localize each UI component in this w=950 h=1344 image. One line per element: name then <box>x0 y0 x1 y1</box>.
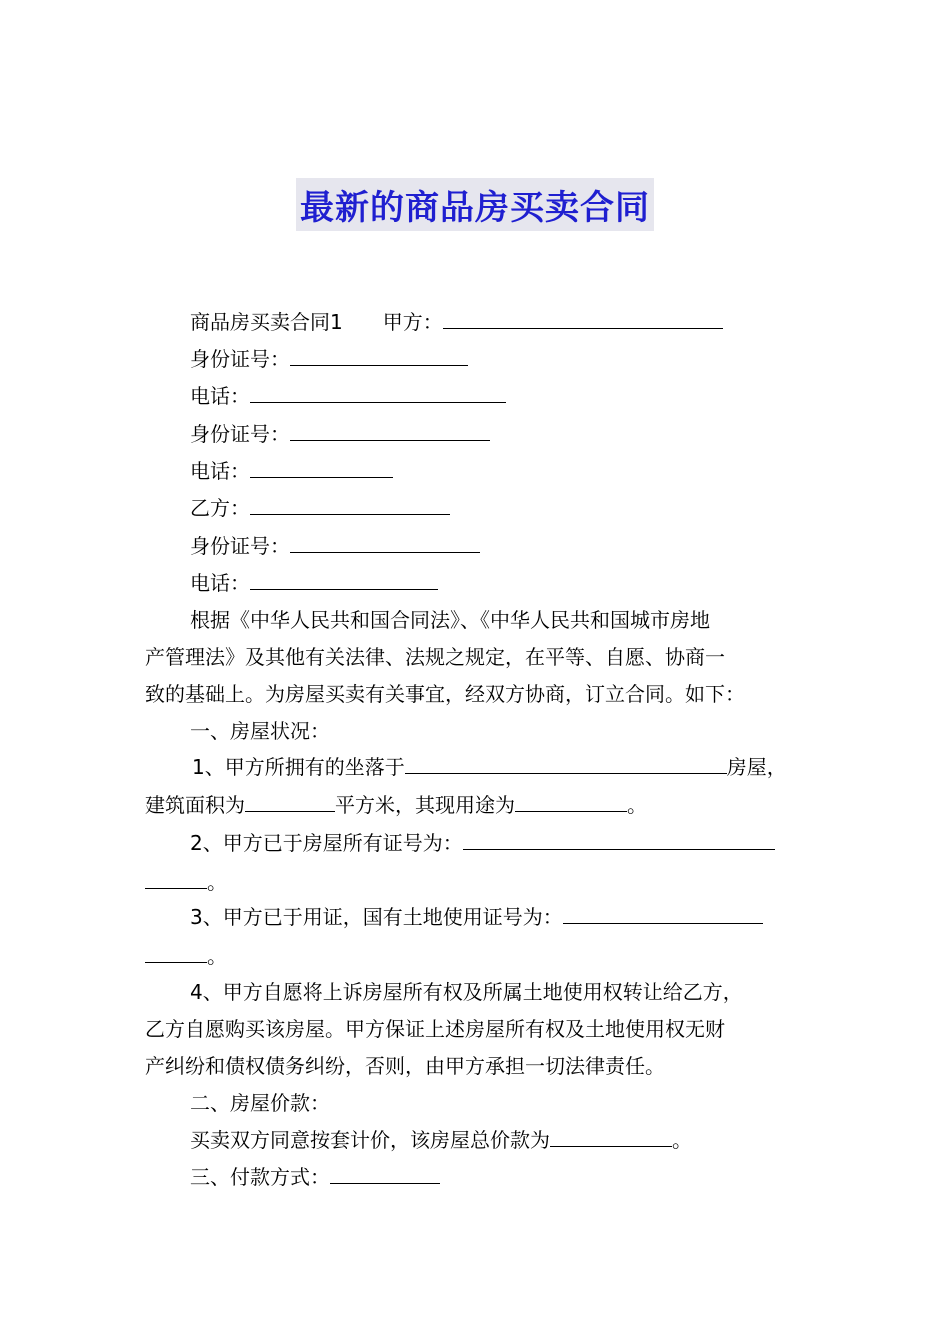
party-a-id-label: 身份证号： <box>190 347 290 371</box>
party-b-id-line <box>190 532 480 560</box>
title-wrapper <box>0 178 950 231</box>
extra-id-field[interactable] <box>290 420 490 441</box>
item-1-text-b: 房屋， <box>726 755 787 779</box>
document-title: 最新的商品房买卖合同 <box>296 178 654 231</box>
item-3-text: 3、甲方已于用证，国有土地使用证号为： <box>190 905 563 929</box>
party-b-name-field[interactable] <box>250 494 450 515</box>
section-2-end: 。 <box>672 1128 692 1152</box>
party-b-id-field[interactable] <box>290 532 480 553</box>
section-2-line <box>190 1126 692 1154</box>
item-3-line-2 <box>145 942 227 970</box>
extra-id-line <box>190 420 490 448</box>
extra-phone-field[interactable] <box>250 457 393 478</box>
ownership-cert-field-cont[interactable] <box>145 868 207 889</box>
item-1-text-c: 建筑面积为 <box>145 793 245 817</box>
land-cert-field[interactable] <box>563 903 763 924</box>
item-2-line-1 <box>190 829 775 857</box>
party-b-id-label: 身份证号： <box>190 534 290 558</box>
land-cert-field-cont[interactable] <box>145 942 207 963</box>
section-1-heading: 一、房屋状况： <box>190 719 330 743</box>
item-4-line-1: 4、甲方自愿将上诉房屋所有权及所属土地使用权转让给乙方， <box>190 980 743 1004</box>
party-b-phone-field[interactable] <box>250 569 438 590</box>
party-a-id-line <box>190 345 468 373</box>
item-4-line-3: 产纠纷和债权债务纠纷，否则，由甲方承担一切法律责任。 <box>145 1054 665 1078</box>
item-1-text-e: 。 <box>627 793 647 817</box>
extra-id-label: 身份证号： <box>190 422 290 446</box>
payment-method-field[interactable] <box>330 1163 440 1184</box>
contract-header-line <box>190 308 723 336</box>
party-a-phone-label: 电话： <box>190 384 250 408</box>
item-2-end: 。 <box>207 870 227 894</box>
section-2-heading: 二、房屋价款： <box>190 1091 330 1115</box>
item-2-text: 2、甲方已于房屋所有证号为： <box>190 831 463 855</box>
party-b-line <box>190 494 450 522</box>
item-3-line-1 <box>190 903 763 931</box>
party-a-label: 甲方： <box>382 310 443 334</box>
item-1-text-d: 平方米，其现用途为 <box>335 793 515 817</box>
floor-area-field[interactable] <box>245 791 335 812</box>
extra-phone-label: 电话： <box>190 459 250 483</box>
party-b-label: 乙方： <box>190 496 250 520</box>
ownership-cert-field[interactable] <box>463 829 775 850</box>
item-3-end: 。 <box>207 944 227 968</box>
house-location-field[interactable] <box>405 753 727 774</box>
preamble-line-2: 产管理法》及其他有关法律、法规之规定，在平等、自愿、协商一 <box>145 645 725 669</box>
preamble-line-3: 致的基础上。为房屋买卖有关事宜，经双方协商，订立合同。如下： <box>145 682 745 706</box>
item-4-line-2: 乙方自愿购买该房屋。甲方保证上述房屋所有权及土地使用权无财 <box>145 1017 725 1041</box>
item-2-line-2 <box>145 868 227 896</box>
section-3-line <box>190 1163 440 1191</box>
party-b-phone-label: 电话： <box>190 571 250 595</box>
party-a-id-field[interactable] <box>290 345 468 366</box>
item-1-line-2 <box>145 791 647 819</box>
section-2-text: 买卖双方同意按套计价，该房屋总价款为 <box>190 1128 550 1152</box>
preamble-line-1: 根据《中华人民共和国合同法》、《中华人民共和国城市房地 <box>190 608 710 632</box>
party-a-phone-line <box>190 382 506 410</box>
extra-phone-line <box>190 457 393 485</box>
party-b-phone-line <box>190 569 438 597</box>
current-use-field[interactable] <box>515 791 627 812</box>
contract-number: 商品房买卖合同1 <box>190 310 343 334</box>
party-a-phone-field[interactable] <box>250 382 506 403</box>
item-1-line-1 <box>192 753 787 781</box>
item-1-text-a: 1、甲方所拥有的坐落于 <box>192 755 405 779</box>
section-3-heading: 三、付款方式： <box>190 1165 330 1189</box>
party-a-name-field[interactable] <box>443 308 723 329</box>
total-price-field[interactable] <box>550 1126 672 1147</box>
